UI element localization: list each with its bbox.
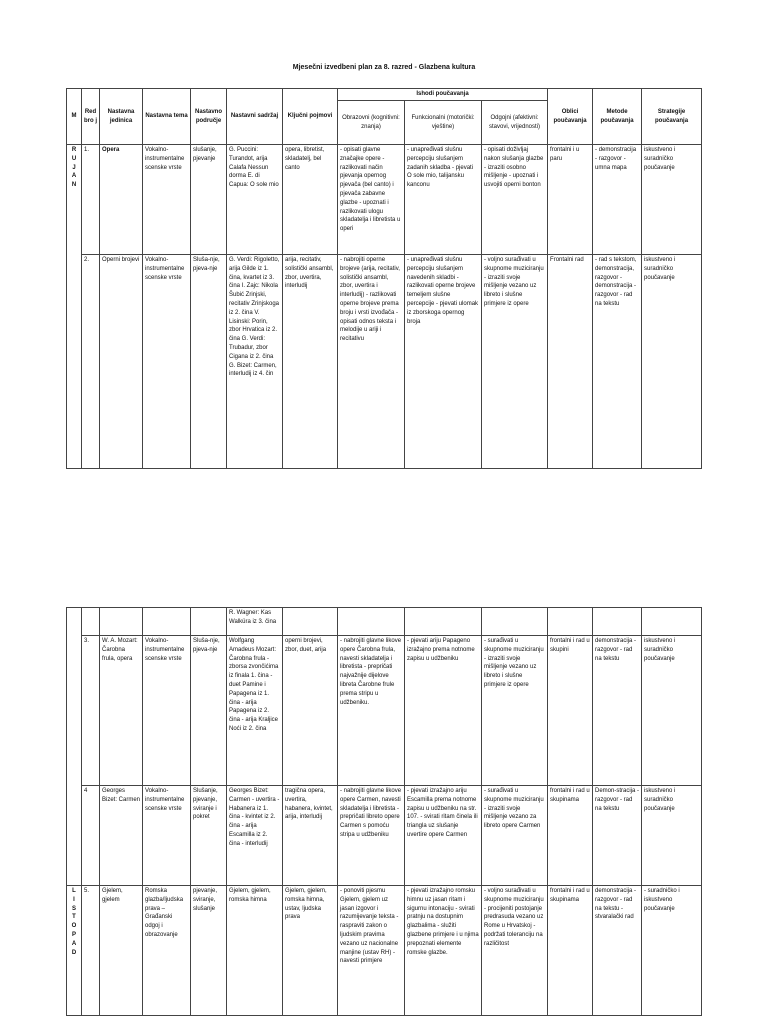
- row-number: 3.: [82, 636, 100, 786]
- row-number: 4: [82, 786, 100, 886]
- key-terms-cell: operni brojevi, zbor, duet, arija: [283, 636, 338, 786]
- functional-cell: - unapređivati slušnu percepciju slušanjem zadanih skladba - pjevati O sole mio, talijansku kanconu: [405, 145, 482, 255]
- key-terms-cell: arija, recitativ, solistički ansambl, zbor, uvertira, interludij: [283, 255, 338, 469]
- forms-cell: frontalni i rad u skupinama: [548, 786, 593, 886]
- topic-cell: Vokalno-instrumentalne scenske vrste: [143, 636, 191, 786]
- functional-cell: - pjevati izražajno romsku himnu uz jasan ritam i sigurnu intonaciju - svirati pratnju na dostupnim glazbalima - služiti glazbene primjere i u njima prepoznati elemente romske glazbe.: [405, 886, 482, 1016]
- topic-cell: Romska glazba/ljudska prava – Građanski odgoj i obrazovanje: [143, 886, 191, 1016]
- methods-cell: - rad s tekstom, demonstracija, razgovor - demonstracija - razgovor - rad na tekstu: [593, 255, 642, 469]
- month-label-rujan: R U J A N: [67, 145, 82, 469]
- key-terms-cell: Gjelem, gjelem, romska himna, ustav, ljudska prava: [283, 886, 338, 1016]
- methods-cell: Demon-stracija - razgovor - rad na tekstu: [593, 786, 642, 886]
- plan-table-top: [66, 88, 702, 469]
- table-row-continued: [67, 608, 702, 636]
- strategies-cell: iskustveno i suradničko poučavanje: [642, 786, 702, 886]
- table-row: [67, 636, 702, 786]
- topic-cell: Vokalno-instrumentalne scenske vrste: [143, 145, 191, 255]
- key-terms-cell: tragična opera, uvertira, habanera, kvintet, arija, interludij: [283, 786, 338, 886]
- header-strategies: Strategije poučavanja: [642, 89, 702, 145]
- content-cell: G. Verdi: Rigoletto, arija Gilde iz 1. čina, kvartet iz 3. čina I. Zajc: Nikola Šubić Zrinjski, recitativ Zrinjskoga iz 2. čina V. Lisinski: Porin, zbor Hrvatica iz 2. čina G. Verdi: Trubadur, zbor Cigana iz 2. čina G. Bizet: Carmen, interludij iz 4. čin: [227, 255, 283, 469]
- educational-cell: - nabrojiti glavne likove opere Carmen, navesti skladatelja i libretista - prepričati libreto opere Carmen s pomoću stripa u udžbeniku: [338, 786, 405, 886]
- row-number: 1.: [82, 145, 100, 255]
- methods-cell: demonstracija - razgovor - rad na tekstu: [593, 636, 642, 786]
- row-number: 2.: [82, 255, 100, 469]
- table-row: [67, 255, 702, 469]
- unit-cell: Opera: [100, 145, 143, 255]
- row-number: 5.: [82, 886, 100, 1016]
- unit-cell: Georges Bizet: Carmen: [100, 786, 143, 886]
- strategies-cell: iskustveno i suradničko poučavanje: [642, 255, 702, 469]
- unit-cell: W. A. Mozart: Čarobna frula, opera: [100, 636, 143, 786]
- content-cell: Gjelem, gjelem, romska himna: [227, 886, 283, 1016]
- table-row: [67, 886, 702, 1016]
- strategies-cell: iskustveno i suradničko poučavanje: [642, 145, 702, 255]
- methods-cell: - demonstracija - razgovor - umna mapa: [593, 145, 642, 255]
- header-area: Nastavno područje: [191, 89, 227, 145]
- month-label-listopad: L I S T O P A D: [67, 886, 82, 1016]
- topic-cell: Vokalno-instrumentalne scenske vrste: [143, 786, 191, 886]
- functional-cell: - unapređivati slušnu percepciju slušanjem navedenih skladbi - razlikovati operne brojeve temeljem slušne percepcije - pjevati ulomak iz zborskoga opernog broja: [405, 255, 482, 469]
- functional-cell: - pjevati izražajno ariju Escamilla prema notnome zapisu u udžbeniku na str. 107. - svirati ritam činela ili triangla uz slušanje uvertire opere Carmen: [405, 786, 482, 886]
- header-methods: Metode poučavanja: [593, 89, 642, 145]
- educational-cell: - ponoviti pjesmu Gjelem, gjelem uz jasan izgovor i razumijevanje teksta - raspraviti zakon o ljudskim pravima vezano uz nacionalne manjine (ustav RH) - navesti primjere: [338, 886, 405, 1016]
- header-upbringing: Odgojni (afektivni: stavovi, vrijednosti): [482, 101, 548, 145]
- header-unit: Nastavna jedinica: [100, 89, 143, 145]
- plan-table-bottom: [66, 607, 702, 1016]
- educational-cell: - nabrojiti operne brojeve (arija, recitativ, solistički ansambl, zbor, uvertira i interludij) - razlikovati operne brojeve prema broju i vrsti izvođača - opisati odnos teksta i melodije u ariji i recitativu: [338, 255, 405, 469]
- educational-cell: - opisati glavne značajke opere - razlikovati način pjevanja opernog pjevača (bel canto) i pjevača zabavne glazbe - upoznati i razlikovati ulogu skladatelja i libretista u operi: [338, 145, 405, 255]
- functional-cell: - pjevati ariju Papageno izražajno prema notnome zapisu u udžbeniku: [405, 636, 482, 786]
- content-cell: Georges Bizet: Carmen - uvertira - Habanera iz 1. čina - kvintet iz 2. čina - arija Escamilla iz 2. čina - interludij: [227, 786, 283, 886]
- content-cell: Wolfgang Amadeus Mozart: Čarobna frula - zborsa zvončićima iz finala 1. čina - duet Pamine i Papagena iz 1. čina - arija Papagena iz 2. čina - arija Kraljice Noći iz 2. čina: [227, 636, 283, 786]
- unit-cell: Gjelem, gjelem: [100, 886, 143, 1016]
- content-cell: R. Wagner: Kas Walküra iz 3. čina: [227, 608, 283, 636]
- header-forms: Oblici poučavanja: [548, 89, 593, 145]
- topic-cell: Vokalno-instrumentalne scenske vrste: [143, 255, 191, 469]
- page-title: Mjesečni izvedbeni plan za 8. razred - Glazbena kultura: [292, 64, 476, 71]
- header-educational: Obrazovni (kognitivni: znanja): [338, 101, 405, 145]
- header-topic: Nastavna tema: [143, 89, 191, 145]
- unit-cell: Operni brojevi: [100, 255, 143, 469]
- upbringing-cell: - surađivati u skupnome muziciranju - izraziti svoje mišljenje vezano za libreto opere Carmen: [482, 786, 548, 886]
- area-cell: Sluša-nje, pjeva-nje: [191, 636, 227, 786]
- content-cell: G. Puccini: Turandot, arija Calafa Nessun dorma E. di Capua: O sole mio: [227, 145, 283, 255]
- forms-cell: frontalni i rad u skupini: [548, 636, 593, 786]
- area-cell: pjevanje, sviranje, slušanje: [191, 886, 227, 1016]
- educational-cell: - nabrojiti glavne likove opere Čarobna frula, navesti skladatelja i libretista - prepričati najvažnije dijelove libreta Čarobne frule prema stripu u udžbeniku.: [338, 636, 405, 786]
- forms-cell: Frontalni rad: [548, 255, 593, 469]
- area-cell: Sluša-nje, pjeva-nje: [191, 255, 227, 469]
- table-row: [67, 145, 702, 255]
- key-terms-cell: opera, libretist, skladatelj, bel canto: [283, 145, 338, 255]
- header-outcomes: Ishodi poučavanja: [338, 89, 548, 101]
- upbringing-cell: - surađivati u skupnome muziciranju - izraziti svoje mišljenje vezano uz libreto i slušne primjere iz opere: [482, 636, 548, 786]
- header-month: M: [67, 89, 82, 145]
- forms-cell: frontalni i u paru: [548, 145, 593, 255]
- strategies-cell: iskustveno i suradničko poučavanje: [642, 636, 702, 786]
- area-cell: slušanje, pjevanje: [191, 145, 227, 255]
- upbringing-cell: - voljno surađivati u skupnome muziciranju - procijeniti postojanje predrasuda vezano uz Rome u Hrvatskoj - podržati toleranciju na različitost: [482, 886, 548, 1016]
- header-row-number: Red bro j: [82, 89, 100, 145]
- forms-cell: frontalni i rad u skupinama: [548, 886, 593, 1016]
- header-functional: Funkcionalni (motorički: vještine): [405, 101, 482, 145]
- methods-cell: demonstracija - razgovor - rad na tekstu - stvaralački rad: [593, 886, 642, 1016]
- upbringing-cell: - opisati doživljaj nakon slušanja glazbe - izraziti osobno mišljenje - upoznati i usvojiti operni bonton: [482, 145, 548, 255]
- header-content: Nastavni sadržaj: [227, 89, 283, 145]
- header-key-terms: Ključni pojmovi: [283, 89, 338, 145]
- area-cell: Slušanje, pjevanje, sviranje i pokret: [191, 786, 227, 886]
- upbringing-cell: - voljno surađivati u skupnome muziciranju - izraziti svoje mišljenje vezano uz libreto i slušne primjere iz opere: [482, 255, 548, 469]
- strategies-cell: - suradničko i iskustveno poučavanje: [642, 886, 702, 1016]
- table-row: [67, 786, 702, 886]
